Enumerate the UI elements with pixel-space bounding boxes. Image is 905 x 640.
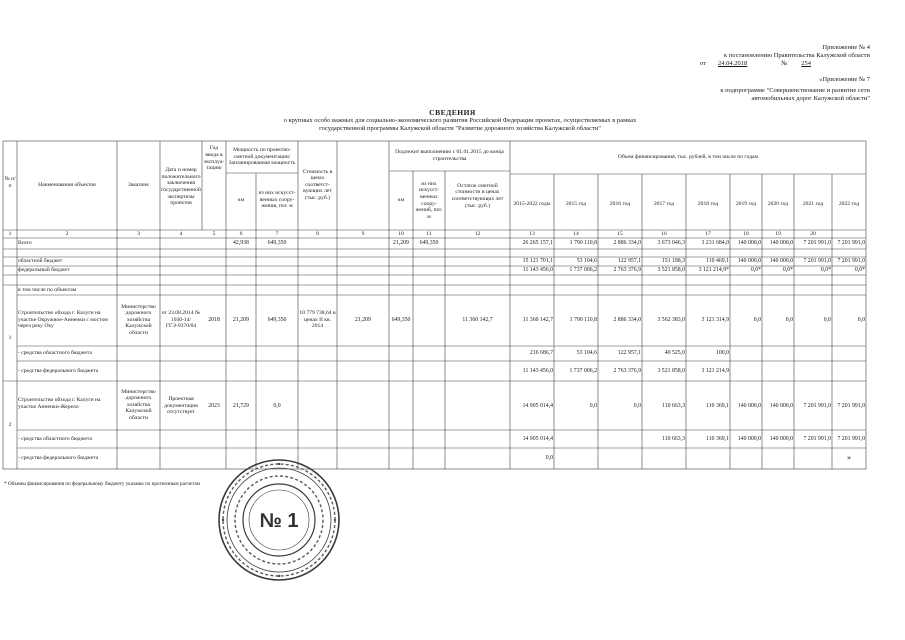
subtitle-line-1: о крупных особо важных для социально-экономического развития Российской Федерации проектах, осуществляемых в рамках xyxy=(283,117,637,124)
subtitle-line-2: государственной программы Калужской области "Развитие дорожного хозяйства Калужской области" xyxy=(319,125,601,132)
footnote: * Объемы финансирования по федеральному бюджету указаны по прогнозным расчетам xyxy=(4,481,200,487)
row-federal-values-14: 2 763 376,9 xyxy=(613,267,641,274)
obj1-federal-values-13: 1 737 006,2 xyxy=(569,367,597,374)
official-seal-stamp xyxy=(214,455,344,585)
col-number-18: 18 xyxy=(743,230,749,237)
obj2-conclusion: Проектная документация отсутствует xyxy=(164,396,198,416)
row-regional-values-16: 110 469,1 xyxy=(706,258,729,265)
decree-date: 24.04.2018 xyxy=(718,60,748,67)
obj2-km: 21,729 xyxy=(233,402,249,409)
col-y2019: 2019 год xyxy=(735,200,757,207)
col-number-20: 20 xyxy=(810,230,816,237)
obj2-regional-values-17: 140 000,0 xyxy=(737,435,761,442)
document-title: СВЕДЕНИЯ xyxy=(429,108,476,117)
obj1-regional-values-14: 122 957,1 xyxy=(617,350,641,357)
row-total-values-12: 26 265 157,1 xyxy=(522,240,553,247)
obj2-regional-values-19: 7 201 991,0 xyxy=(803,435,831,442)
obj1-values-16: 3 121 314,9 xyxy=(701,316,729,323)
obj1-federal-values-14: 2 763 376,9 xyxy=(613,367,641,374)
obj1-regional-values-15: 40 525,0 xyxy=(664,350,685,357)
obj1-year: 2018 xyxy=(208,316,220,323)
appendix-note: Приложение № 4 xyxy=(822,44,870,51)
row-federal-values-13: 1 737 006,2 xyxy=(569,267,597,274)
obj1-values-17: 0,0 xyxy=(753,316,761,323)
row-total-values-18: 140 000,0 xyxy=(769,240,793,247)
subprogram-note-2: автомобильных дорог Калужской области" xyxy=(751,95,870,102)
obj2-values-18: 140 000,0 xyxy=(769,402,793,409)
obj1-done-km: 21,209 xyxy=(355,316,371,323)
seal-number: № 1 xyxy=(259,510,299,532)
obj1-done-art: 649,350 xyxy=(391,316,411,323)
col-number-17: 17 xyxy=(705,230,711,237)
col-number-14: 14 xyxy=(573,230,579,237)
row-total-done-km: 21,209 xyxy=(393,240,409,247)
row-regional-values-14: 122 957,1 xyxy=(617,258,641,265)
col-finance-group: Объем финансирования, тыс. рублей, в том числе по годам xyxy=(617,154,759,161)
row-regional-values-15: 151 188,3 xyxy=(661,258,685,265)
obj2-values-17: 140 000,0 xyxy=(737,402,761,409)
obj2-values-15: 110 663,3 xyxy=(662,402,685,409)
col-y2015: 2015 год xyxy=(565,200,587,207)
col-number-4: 4 xyxy=(179,230,183,237)
row-by-objects: в том числе по объектам xyxy=(18,286,77,293)
col-y2018: 2018 год xyxy=(697,200,719,207)
obj2-values-13: 0,0 xyxy=(589,402,597,409)
row-federal-values-20: 0,0* xyxy=(854,267,865,274)
col-number-1: 1 xyxy=(8,230,12,237)
obj2-values-14: 0,0 xyxy=(633,402,641,409)
row-regional-values-19: 7 201 991,0 xyxy=(803,258,831,265)
obj1-values-20: 0,0 xyxy=(857,316,865,323)
obj1-regional-label: - средства областного бюджета xyxy=(18,350,92,357)
obj2-name: Строительство обхода г. Калуги на участке Анненки-Жерело xyxy=(18,397,101,410)
col-y2017: 2017 год xyxy=(653,200,675,207)
row-regional-values-18: 140 000,0 xyxy=(769,258,793,265)
col-number-9: 9 xyxy=(361,230,365,237)
col-number-19: 19 xyxy=(775,230,781,237)
subprogram-note: к подпрограмме "Совершенствование и развитие сети xyxy=(720,87,870,94)
date-prefix: от xyxy=(700,60,707,67)
obj1-cost: 10 779 738,64 в ценах II кв. 2014 xyxy=(299,310,336,330)
row-total-art: 649,350 xyxy=(267,240,287,247)
col-y2015-2022: 2015-2022 годы xyxy=(513,200,551,207)
obj2-regional-values-20: 7 201 991,0 xyxy=(837,435,865,442)
obj1-km: 21,209 xyxy=(233,316,249,323)
col-cap-km: км xyxy=(237,196,245,203)
obj2-customer: Министерство дорожного хозяйства Калужской области xyxy=(121,388,156,421)
obj1-regional-values-13: 53 104,6 xyxy=(576,350,597,357)
col-name: Наименования объектов xyxy=(38,181,96,188)
obj1-federal-label: - средства федерального бюджета xyxy=(18,367,99,374)
obj1-federal-values-15: 3 521 858,0 xyxy=(657,367,685,374)
row-federal-values-16: 3 121 214,9* xyxy=(698,267,729,274)
obj1-federal-values-12: 11 143 456,0 xyxy=(522,367,553,374)
obj1-name: Строительство обхода г. Калуги на участке Окружное-Анненки с мостом через реку Оку xyxy=(18,310,108,330)
obj1-values-15: 3 562 383,0 xyxy=(657,316,685,323)
row-federal-values-15: 3 521 858,0 xyxy=(657,267,685,274)
col-number-8: 8 xyxy=(316,230,319,237)
row-total-values-20: 7 201 991,0 xyxy=(837,240,865,247)
col-num: № п/п xyxy=(4,176,16,189)
decree-note: к постановлению Правительства Калужской области xyxy=(724,52,870,59)
col-y2016: 2016 год xyxy=(609,200,631,207)
row-federal-values-12: 11 143 456,0 xyxy=(522,267,553,274)
row-regional-values-12: 15 121 701,1 xyxy=(522,258,553,265)
col-number-11: 11 xyxy=(426,230,432,237)
col-number-10: 10 xyxy=(398,230,404,237)
row-total-values-15: 3 673 046,3 xyxy=(657,240,685,247)
row-federal-values-18: 0,0* xyxy=(782,267,793,274)
obj1-values-19: 0,0 xyxy=(823,316,831,323)
obj2-values-16: 110 369,1 xyxy=(706,402,729,409)
col-y2022: 2022 год xyxy=(838,200,860,207)
row-regional-values-17: 140 000,0 xyxy=(737,258,761,265)
col-cap-art: из них искусст-венных соору-жения, пог. м xyxy=(258,190,296,210)
row-federal-values-17: 0,0* xyxy=(750,267,761,274)
obj1-regional-values-16: 100,0 xyxy=(715,350,729,357)
row-total-values-13: 1 790 110,8 xyxy=(569,240,597,247)
col-done-group: Подлежит выполнению с 01.01.2015 до конца строительства xyxy=(395,149,504,162)
obj2-regional-values-12: 14 905 014,4 xyxy=(522,435,553,442)
obj2-values-19: 7 201 991,0 xyxy=(803,402,831,409)
obj2-regional-values-18: 140 000,0 xyxy=(769,435,793,442)
col-remain: Остаток сметной стоимости в ценах соответствующих лет (тыс. руб.) xyxy=(451,182,504,209)
obj2-regional-label: - средства областного бюджета xyxy=(18,435,92,442)
obj1-values-18: 0,0 xyxy=(785,316,793,323)
obj2-values-12: 14 905 014,4 xyxy=(522,402,553,409)
obj1-remain: 11 360 142,7 xyxy=(462,316,493,323)
col-number-13: 13 xyxy=(529,230,535,237)
appendix2-note: «Приложение № 7 xyxy=(819,76,870,83)
obj1-values-13: 1 790 110,8 xyxy=(569,316,597,323)
col-capacity-group: Мощность по проектно-сметной документации/ Запланированная мощность xyxy=(228,147,296,167)
obj2-end-mark: » xyxy=(847,453,851,463)
obj1-num: 1 xyxy=(8,334,12,341)
row-total-values-16: 3 231 684,0 xyxy=(701,240,729,247)
row-regional-values-13: 53 104,6 xyxy=(576,258,597,265)
obj1-regional-values-12: 216 686,7 xyxy=(529,350,553,357)
row-total-values-19: 7 201 991,0 xyxy=(803,240,831,247)
row-total-done-art: 649,350 xyxy=(419,240,439,247)
col-cost: Стоимость в ценах соответст-вующих лет (тыс. руб.) xyxy=(302,168,333,201)
col-number-6: 6 xyxy=(239,230,243,237)
col-year: Год ввода в эксплуа-тацию xyxy=(203,145,225,172)
obj2-regional-values-15: 110 663,3 xyxy=(662,435,685,442)
obj2-num: 2 xyxy=(8,421,12,428)
col-done-km: км xyxy=(397,196,405,203)
col-conclusion: Дата и номер положительного заключения государственной экспертизы проектов xyxy=(161,167,201,207)
row-total-values-14: 2 886 334,0 xyxy=(613,240,641,247)
decree-number: 254 xyxy=(801,60,811,67)
row-federal-label: федеральный бюджет xyxy=(18,267,70,274)
obj2-values-20: 7 201 991,0 xyxy=(837,402,865,409)
obj1-customer: Министерство дорожного хозяйства Калужской области xyxy=(121,303,156,336)
obj2-art: 0,0 xyxy=(273,402,281,409)
col-number-12: 12 xyxy=(474,230,481,237)
obj1-art: 649,350 xyxy=(267,316,287,323)
col-number-16: 16 xyxy=(661,230,667,237)
row-total-label: Всего xyxy=(18,240,32,247)
row-federal-values-19: 0,0* xyxy=(820,267,831,274)
col-y2021: 2021 год xyxy=(802,200,824,207)
number-prefix: № xyxy=(781,60,788,67)
obj1-values-14: 2 886 334,0 xyxy=(613,316,641,323)
row-total-km: 42,938 xyxy=(233,240,249,247)
row-total-values-17: 140 000,0 xyxy=(737,240,761,247)
col-number-2: 2 xyxy=(65,230,69,237)
col-number-7: 7 xyxy=(275,230,279,237)
col-done-art: из них искусст-венных соору-жений, пог. м xyxy=(415,180,443,220)
col-y2020: 2020 год xyxy=(767,200,789,207)
obj2-federal-values-12: 0,0 xyxy=(545,455,553,462)
col-number-15: 15 xyxy=(617,230,623,237)
obj1-values-12: 11 360 142,7 xyxy=(522,316,553,323)
col-number-3: 3 xyxy=(137,230,140,237)
col-number-5: 5 xyxy=(212,230,216,237)
row-regional-label: областной бюджет xyxy=(18,258,63,265)
obj1-federal-values-16: 3 121 214,9 xyxy=(701,367,729,374)
obj2-year: 2023 xyxy=(208,402,220,409)
col-customer: Заказчик xyxy=(127,181,150,188)
obj2-federal-label: - средства федерального бюджета xyxy=(18,455,99,462)
row-regional-values-20: 7 201 991,0 xyxy=(837,258,865,265)
obj1-conclusion: от 23.08.2014 № 1030-14/ГГЭ-9370/04 xyxy=(161,310,201,330)
obj2-regional-values-16: 110 369,1 xyxy=(706,435,729,442)
